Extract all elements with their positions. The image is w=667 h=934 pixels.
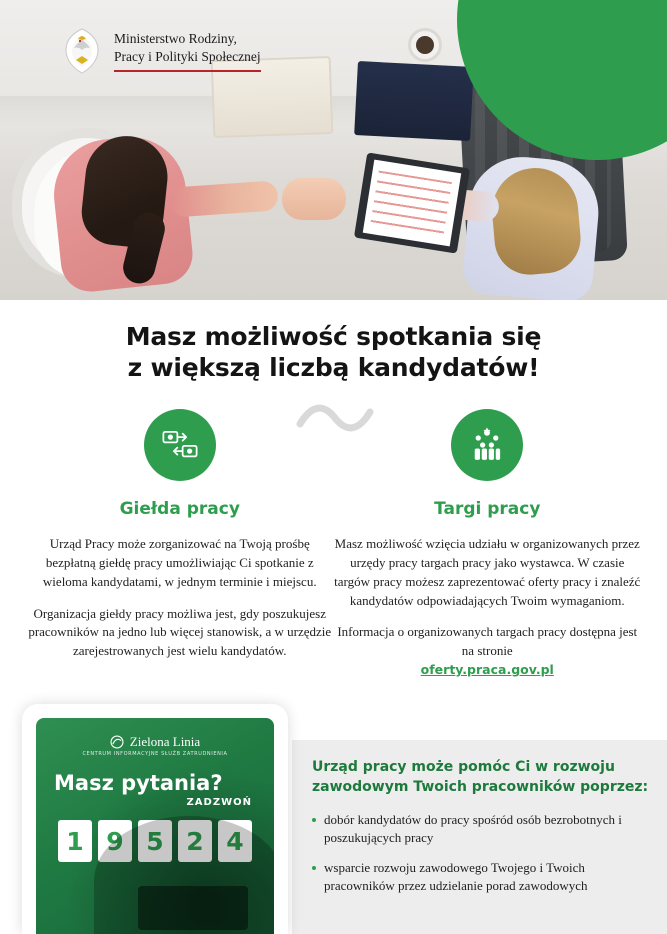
ministry-name xyxy=(114,30,261,72)
zielona-linia-name: Zielona Linia xyxy=(129,734,201,749)
bottom-bullet-list xyxy=(312,811,652,895)
column-gielda-pracy xyxy=(26,409,334,680)
phone-digit: 9 xyxy=(98,820,132,862)
column-targi-pracy xyxy=(334,409,642,680)
ministry-logo xyxy=(60,26,261,76)
job-fair-people-icon xyxy=(451,409,523,481)
bottom-title xyxy=(312,758,652,797)
zielona-linia-subtitle: CENTRUM INFORMACYJNE SŁUŻB ZATRUDNIENIA xyxy=(82,751,228,757)
column-paragraph: Urząd Pracy może zorganizować na Twoją prośbę bezpłatną giełdę pracy umożliwiając Ci spotkanie z wieloma kandydatami, w jednym terminie i miejscu. xyxy=(42,536,317,589)
phone-call-label: ZADZWOŃ xyxy=(186,797,252,808)
wave-divider-icon xyxy=(296,402,374,436)
page-title-line2: z większą liczbą kandydatów! xyxy=(127,352,540,382)
list-item: dobór kandydatów do pracy spośród osób bezrobotnych i poszukujących pracy xyxy=(312,811,652,847)
coffee-liquid xyxy=(416,36,434,54)
oferty-praca-gov-pl-link[interactable]: oferty.praca.gov.pl xyxy=(420,662,554,678)
column-paragraph: Masz możliwość wzięcia udziału w organizowanych przez urzędy pracy targach pracy jako wystawca. W czasie targów pracy możesz zaprezentować oferty pracy i znaleźć kandydatów odpowiadających Twoim wymaganiom. xyxy=(334,536,641,608)
bottom-title-line2: zawodowym Twoich pracowników poprzez: xyxy=(312,778,649,795)
phone-question-text: Masz pytania? xyxy=(54,771,223,795)
page-title xyxy=(0,322,667,383)
clipboard-text-lines xyxy=(370,171,452,238)
ministry-name-line1: Ministerstwo Rodziny, xyxy=(114,30,237,46)
column-paragraph-text: Informacja o organizowanych targach pracy dostępna jest na stronie xyxy=(337,624,638,659)
phone-photo-laptop xyxy=(138,886,248,930)
notebook-object xyxy=(354,61,474,141)
column-body-gielda xyxy=(26,535,334,661)
ministry-name-line2: Pracy i Polityki Społecznej xyxy=(114,49,261,64)
page-title-line1: Masz możliwość spotkania się xyxy=(125,322,542,351)
list-item: wsparcie rozwoju zawodowego Twojego i Twoich pracowników przez udzielanie porad zawodowych xyxy=(312,859,652,895)
two-column-section xyxy=(0,409,667,680)
zielona-linia-logo xyxy=(36,734,274,750)
column-title-gielda: Giełda pracy xyxy=(119,499,240,519)
bottom-title-line1: Urząd pracy może pomóc Ci w rozwoju xyxy=(312,759,615,775)
job-exchange-icon xyxy=(144,409,216,481)
bottom-text-block xyxy=(312,758,652,906)
phone-mockup xyxy=(22,704,288,934)
phone-digit: 1 xyxy=(58,820,92,862)
phone-digit: 4 xyxy=(218,820,252,862)
column-paragraph: Organizacja giełdy pracy możliwa jest, gdy poszukujesz pracowników na jedno lub więcej stanowisk, a w urzędzie zarejestrowanych jest wielu kandydatów. xyxy=(28,605,332,659)
bottom-section xyxy=(0,704,667,934)
column-paragraph xyxy=(334,623,642,680)
column-title-targi: Targi pracy xyxy=(434,499,541,519)
column-body-targi xyxy=(334,535,642,680)
zielona-linia-mark-icon xyxy=(110,735,124,749)
phone-digit: 2 xyxy=(178,820,212,862)
phone-screen xyxy=(36,718,274,934)
polish-eagle-emblem-icon xyxy=(60,26,104,76)
phone-digit: 5 xyxy=(138,820,172,862)
hero-photo xyxy=(0,0,667,300)
handshake xyxy=(282,178,346,220)
